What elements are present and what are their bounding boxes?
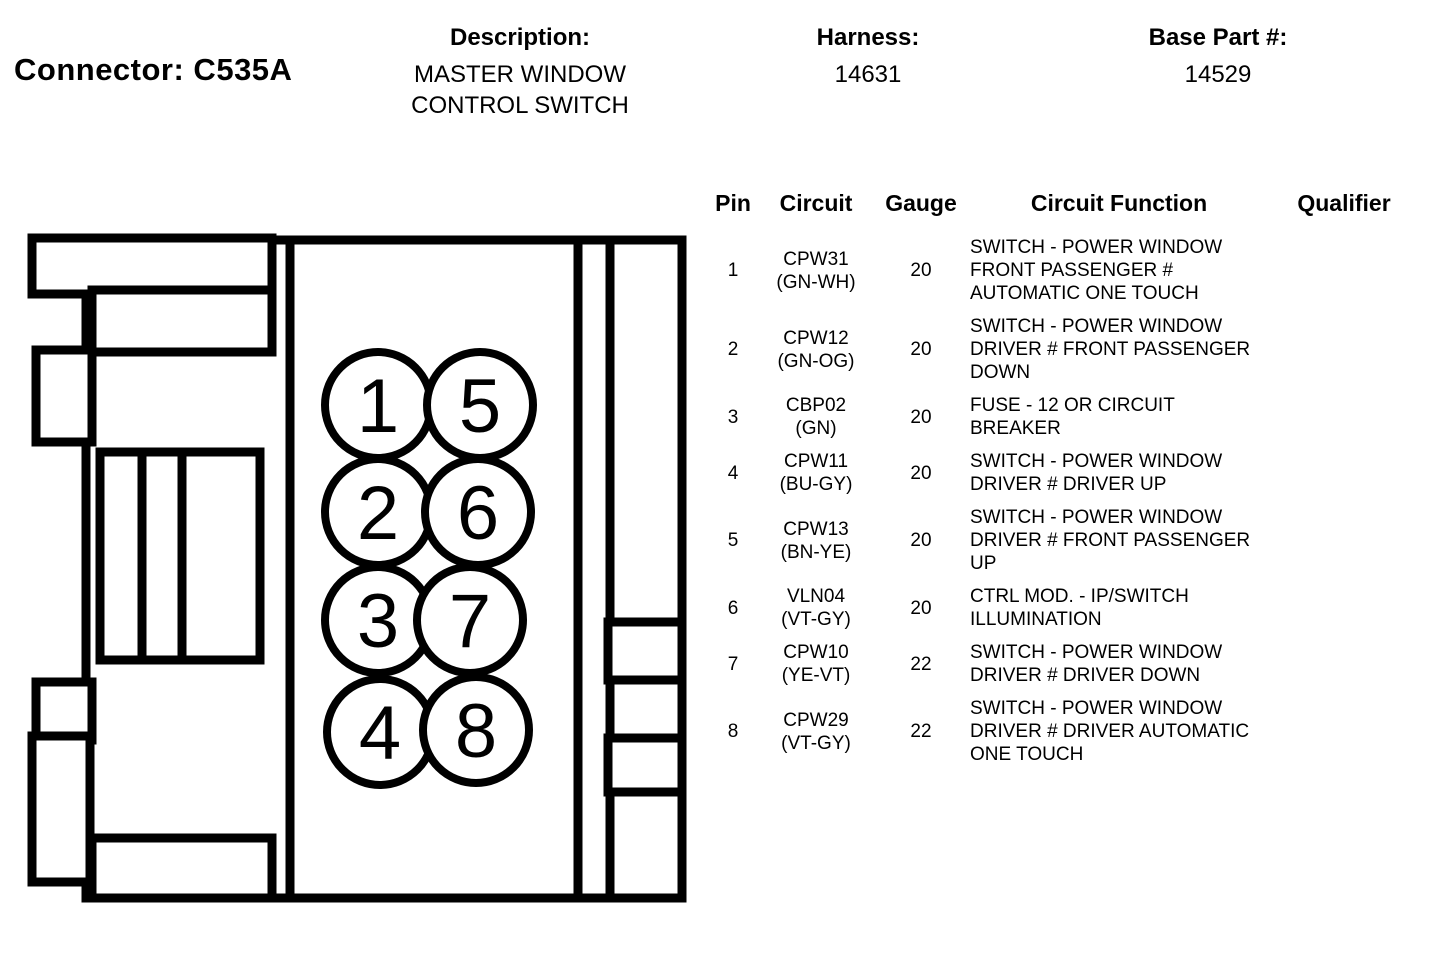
pin-7-label: 7 bbox=[448, 579, 492, 664]
gauge-cell: 22 bbox=[910, 653, 932, 675]
wire-color-code: (GN-WH) bbox=[776, 271, 856, 293]
wire-color-code: (VT-GY) bbox=[781, 609, 851, 630]
pin-number-cell: 6 bbox=[727, 597, 739, 619]
description-block bbox=[370, 24, 670, 121]
pin-1-label: 1 bbox=[356, 364, 400, 449]
circuit-code: CPW29 bbox=[783, 709, 849, 731]
connector-face-diagram bbox=[20, 230, 700, 920]
pin-number-cell: 7 bbox=[727, 653, 739, 675]
wire-color-code: (GN-OG) bbox=[777, 350, 855, 372]
base-part-value: 14529 bbox=[1184, 61, 1252, 88]
connector-notch-right-upper bbox=[608, 622, 682, 680]
wire-color-code: (YE-VT) bbox=[781, 665, 851, 686]
circuit-code: CPW11 bbox=[783, 451, 849, 472]
pin-number-cell: 2 bbox=[727, 339, 739, 360]
wire-color-code: (VT-GY) bbox=[781, 732, 851, 754]
pin-number-cell: 4 bbox=[727, 462, 739, 484]
circuit-cell bbox=[760, 585, 872, 631]
gauge-cell: 20 bbox=[910, 462, 932, 484]
gauge-cell: 20 bbox=[910, 597, 932, 619]
pin-8-label: 8 bbox=[454, 689, 498, 774]
description-value bbox=[370, 59, 670, 121]
description-line-2: CONTROL SWITCH bbox=[411, 92, 629, 119]
pin-table-row bbox=[706, 636, 1420, 692]
pin-table-row bbox=[706, 445, 1420, 501]
circuit-code: CPW13 bbox=[783, 518, 849, 540]
pin-number-cell: 3 bbox=[727, 406, 739, 428]
pin-table-row bbox=[706, 501, 1420, 580]
description-label: Description: bbox=[449, 24, 590, 51]
circuit-function-cell: SWITCH - POWER WINDOW DRIVER # DRIVER DOWN bbox=[970, 642, 1223, 686]
harness-label: Harness: bbox=[816, 24, 920, 51]
circuit-cell bbox=[760, 327, 872, 373]
circuit-function-cell: SWITCH - POWER WINDOW FRONT PASSENGER # AUTOMATIC ONE TOUCH bbox=[970, 237, 1223, 304]
connector-tab-bottom-left bbox=[32, 736, 90, 882]
pin-table-row bbox=[706, 580, 1420, 636]
gauge-cell: 20 bbox=[910, 260, 932, 281]
base-part-block bbox=[1118, 24, 1318, 90]
pin-table-row bbox=[706, 692, 1420, 771]
circuit-function-cell: SWITCH - POWER WINDOW DRIVER # DRIVER AUTOMATIC ONE TOUCH bbox=[970, 698, 1250, 765]
circuit-function-cell: CTRL MOD. - IP/SWITCH ILLUMINATION bbox=[970, 586, 1189, 630]
circuit-function-cell: SWITCH - POWER WINDOW DRIVER # DRIVER UP bbox=[970, 451, 1223, 495]
column-header-qualifier: Qualifier bbox=[1297, 190, 1391, 216]
pin-table bbox=[706, 190, 1420, 771]
harness-block bbox=[768, 24, 968, 90]
column-header-gauge: Gauge bbox=[885, 190, 957, 216]
pin-3-label: 3 bbox=[356, 579, 400, 664]
circuit-function-cell: SWITCH - POWER WINDOW DRIVER # FRONT PASSENGER DOWN bbox=[970, 316, 1251, 383]
pin-number-cell: 5 bbox=[727, 530, 739, 551]
connector-notch-right-lower bbox=[608, 738, 682, 792]
circuit-code: VLN04 bbox=[786, 586, 846, 607]
column-header-circuit-function: Circuit Function bbox=[1030, 190, 1208, 216]
pin-table-header bbox=[706, 190, 1420, 217]
column-header-pin: Pin bbox=[715, 190, 751, 216]
circuit-function-cell: SWITCH - POWER WINDOW DRIVER # FRONT PASSENGER UP bbox=[970, 507, 1251, 574]
wire-color-code: (BN-YE) bbox=[780, 541, 852, 563]
gauge-cell: 22 bbox=[910, 721, 932, 742]
wire-color-code: (GN) bbox=[795, 418, 837, 439]
pin-6-label: 6 bbox=[456, 471, 500, 556]
circuit-code: CPW31 bbox=[783, 248, 849, 270]
column-header-circuit: Circuit bbox=[779, 190, 853, 216]
gauge-cell: 20 bbox=[910, 406, 932, 428]
connector-tab-left-lower bbox=[36, 682, 92, 740]
connector-tab-left-upper bbox=[36, 350, 92, 442]
pin-2-label: 2 bbox=[356, 471, 400, 556]
harness-value: 14631 bbox=[834, 61, 902, 88]
connector-step-lower-left bbox=[92, 838, 272, 898]
pin-table-body bbox=[706, 231, 1420, 771]
connector-step-upper-left bbox=[92, 290, 272, 352]
circuit-function-cell: FUSE - 12 OR CIRCUIT BREAKER bbox=[970, 395, 1175, 439]
circuit-code: CPW12 bbox=[783, 327, 849, 349]
circuit-cell bbox=[760, 518, 872, 564]
description-line-1: MASTER WINDOW bbox=[414, 61, 626, 88]
circuit-code: CPW10 bbox=[783, 642, 849, 663]
pin-table-row bbox=[706, 310, 1420, 389]
circuit-cell bbox=[760, 709, 872, 755]
pin-4-label: 4 bbox=[358, 691, 402, 776]
circuit-cell bbox=[760, 248, 872, 294]
wire-color-code: (BU-GY) bbox=[779, 474, 853, 495]
circuit-cell bbox=[760, 450, 872, 496]
pin-table-row bbox=[706, 231, 1420, 310]
circuit-cell bbox=[760, 641, 872, 687]
gauge-cell: 20 bbox=[910, 339, 932, 360]
pin-number-cell: 8 bbox=[727, 721, 739, 742]
pin-table-row bbox=[706, 389, 1420, 445]
circuit-code: CBP02 bbox=[785, 395, 847, 416]
pin-number-cell: 1 bbox=[727, 260, 739, 281]
base-part-label: Base Part #: bbox=[1148, 24, 1288, 51]
connector-title: Connector: C535A bbox=[14, 52, 293, 87]
circuit-cell bbox=[760, 394, 872, 440]
pin-5-label: 5 bbox=[458, 364, 502, 449]
gauge-cell: 20 bbox=[910, 530, 932, 551]
